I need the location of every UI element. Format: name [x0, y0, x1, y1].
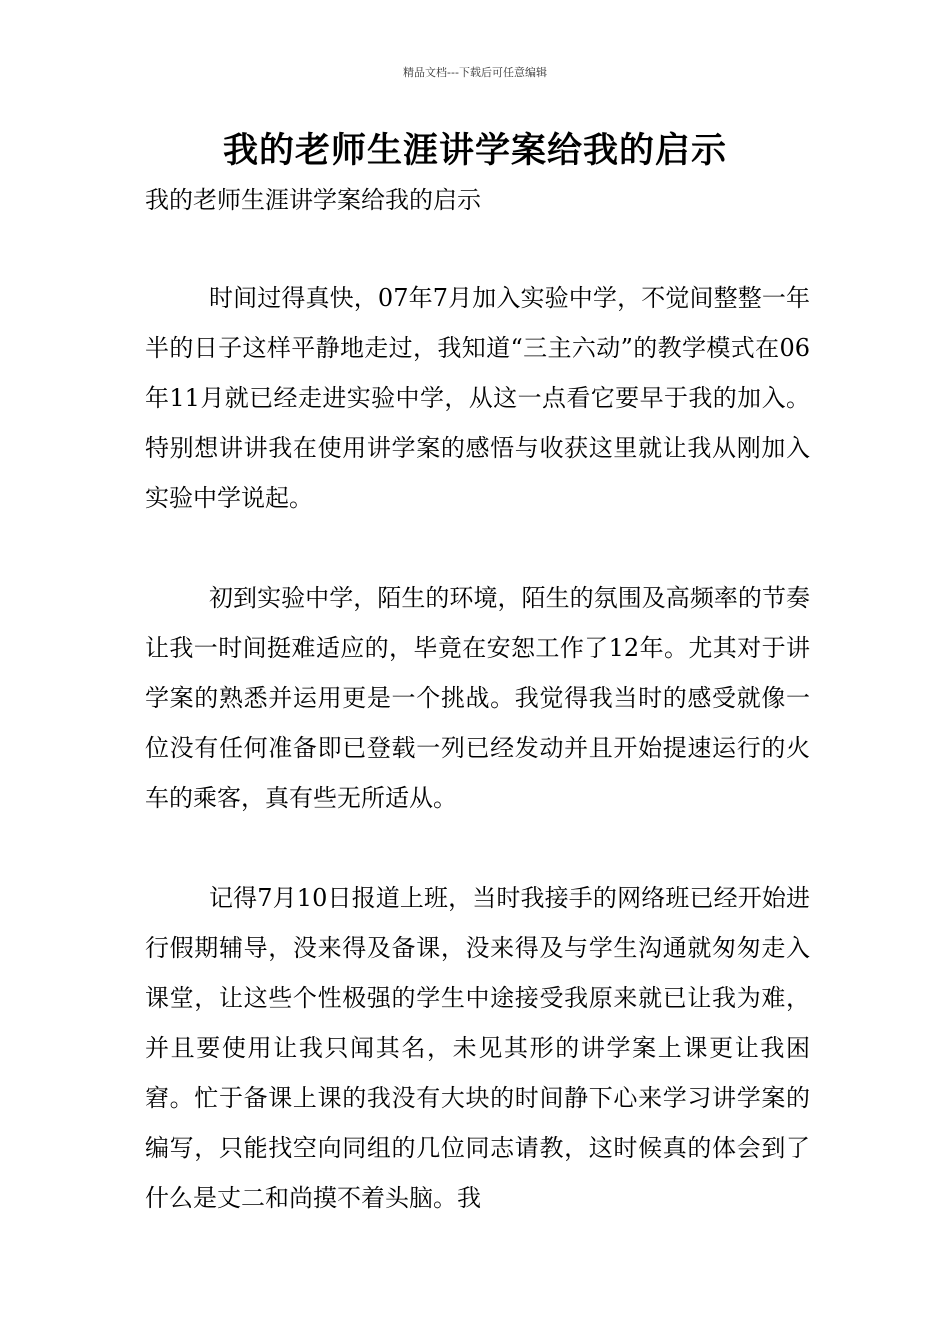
paragraph-3: 记得7月10日报道上班，当时我接手的网络班已经开始进行假期辅导，没来得及备课，没来得及与学生沟通就匆匆走入课堂，让这些个性极强的学生中途接受我原来就已让我为难，并且要使用让我只闻其名，未见其形的讲学案上课更让我困窘。忙于备课上课的我没有大块的时间静下心来学习讲学案的编写，只能找空向同组的几位同志请教，这时候真的体会到了什么是丈二和尚摸不着头脑。我 [145, 884, 810, 1212]
document-title: 我的老师生涯讲学案给我的启示 [222, 130, 727, 171]
paragraph-1: 时间过得真快，07年7月加入实验中学，不觉间整整一年半的日子这样平静地走过，我知道“三主六动”的教学模式在06年11月就已经走进实验中学，从这一点看它要早于我的加入。特别想讲讲我在使用讲学案的感悟与收获这里就让我从刚加入实验中学说起。 [145, 284, 810, 512]
document-subtitle: 我的老师生涯讲学案给我的启示 [145, 186, 481, 214]
header-note: 精品文档---下载后可任意编辑 [403, 66, 547, 79]
paragraph-2: 初到实验中学，陌生的环境，陌生的氛围及高频率的节奏让我一时间挺难适应的，毕竟在安恕工作了12年。尤其对于讲学案的熟悉并运用更是一个挑战。我觉得我当时的感受就像一位没有任何准备即已登载一列已经发动并且开始提速运行的火车的乘客，真有些无所适从。 [145, 584, 810, 812]
document-body [145, 273, 810, 1223]
